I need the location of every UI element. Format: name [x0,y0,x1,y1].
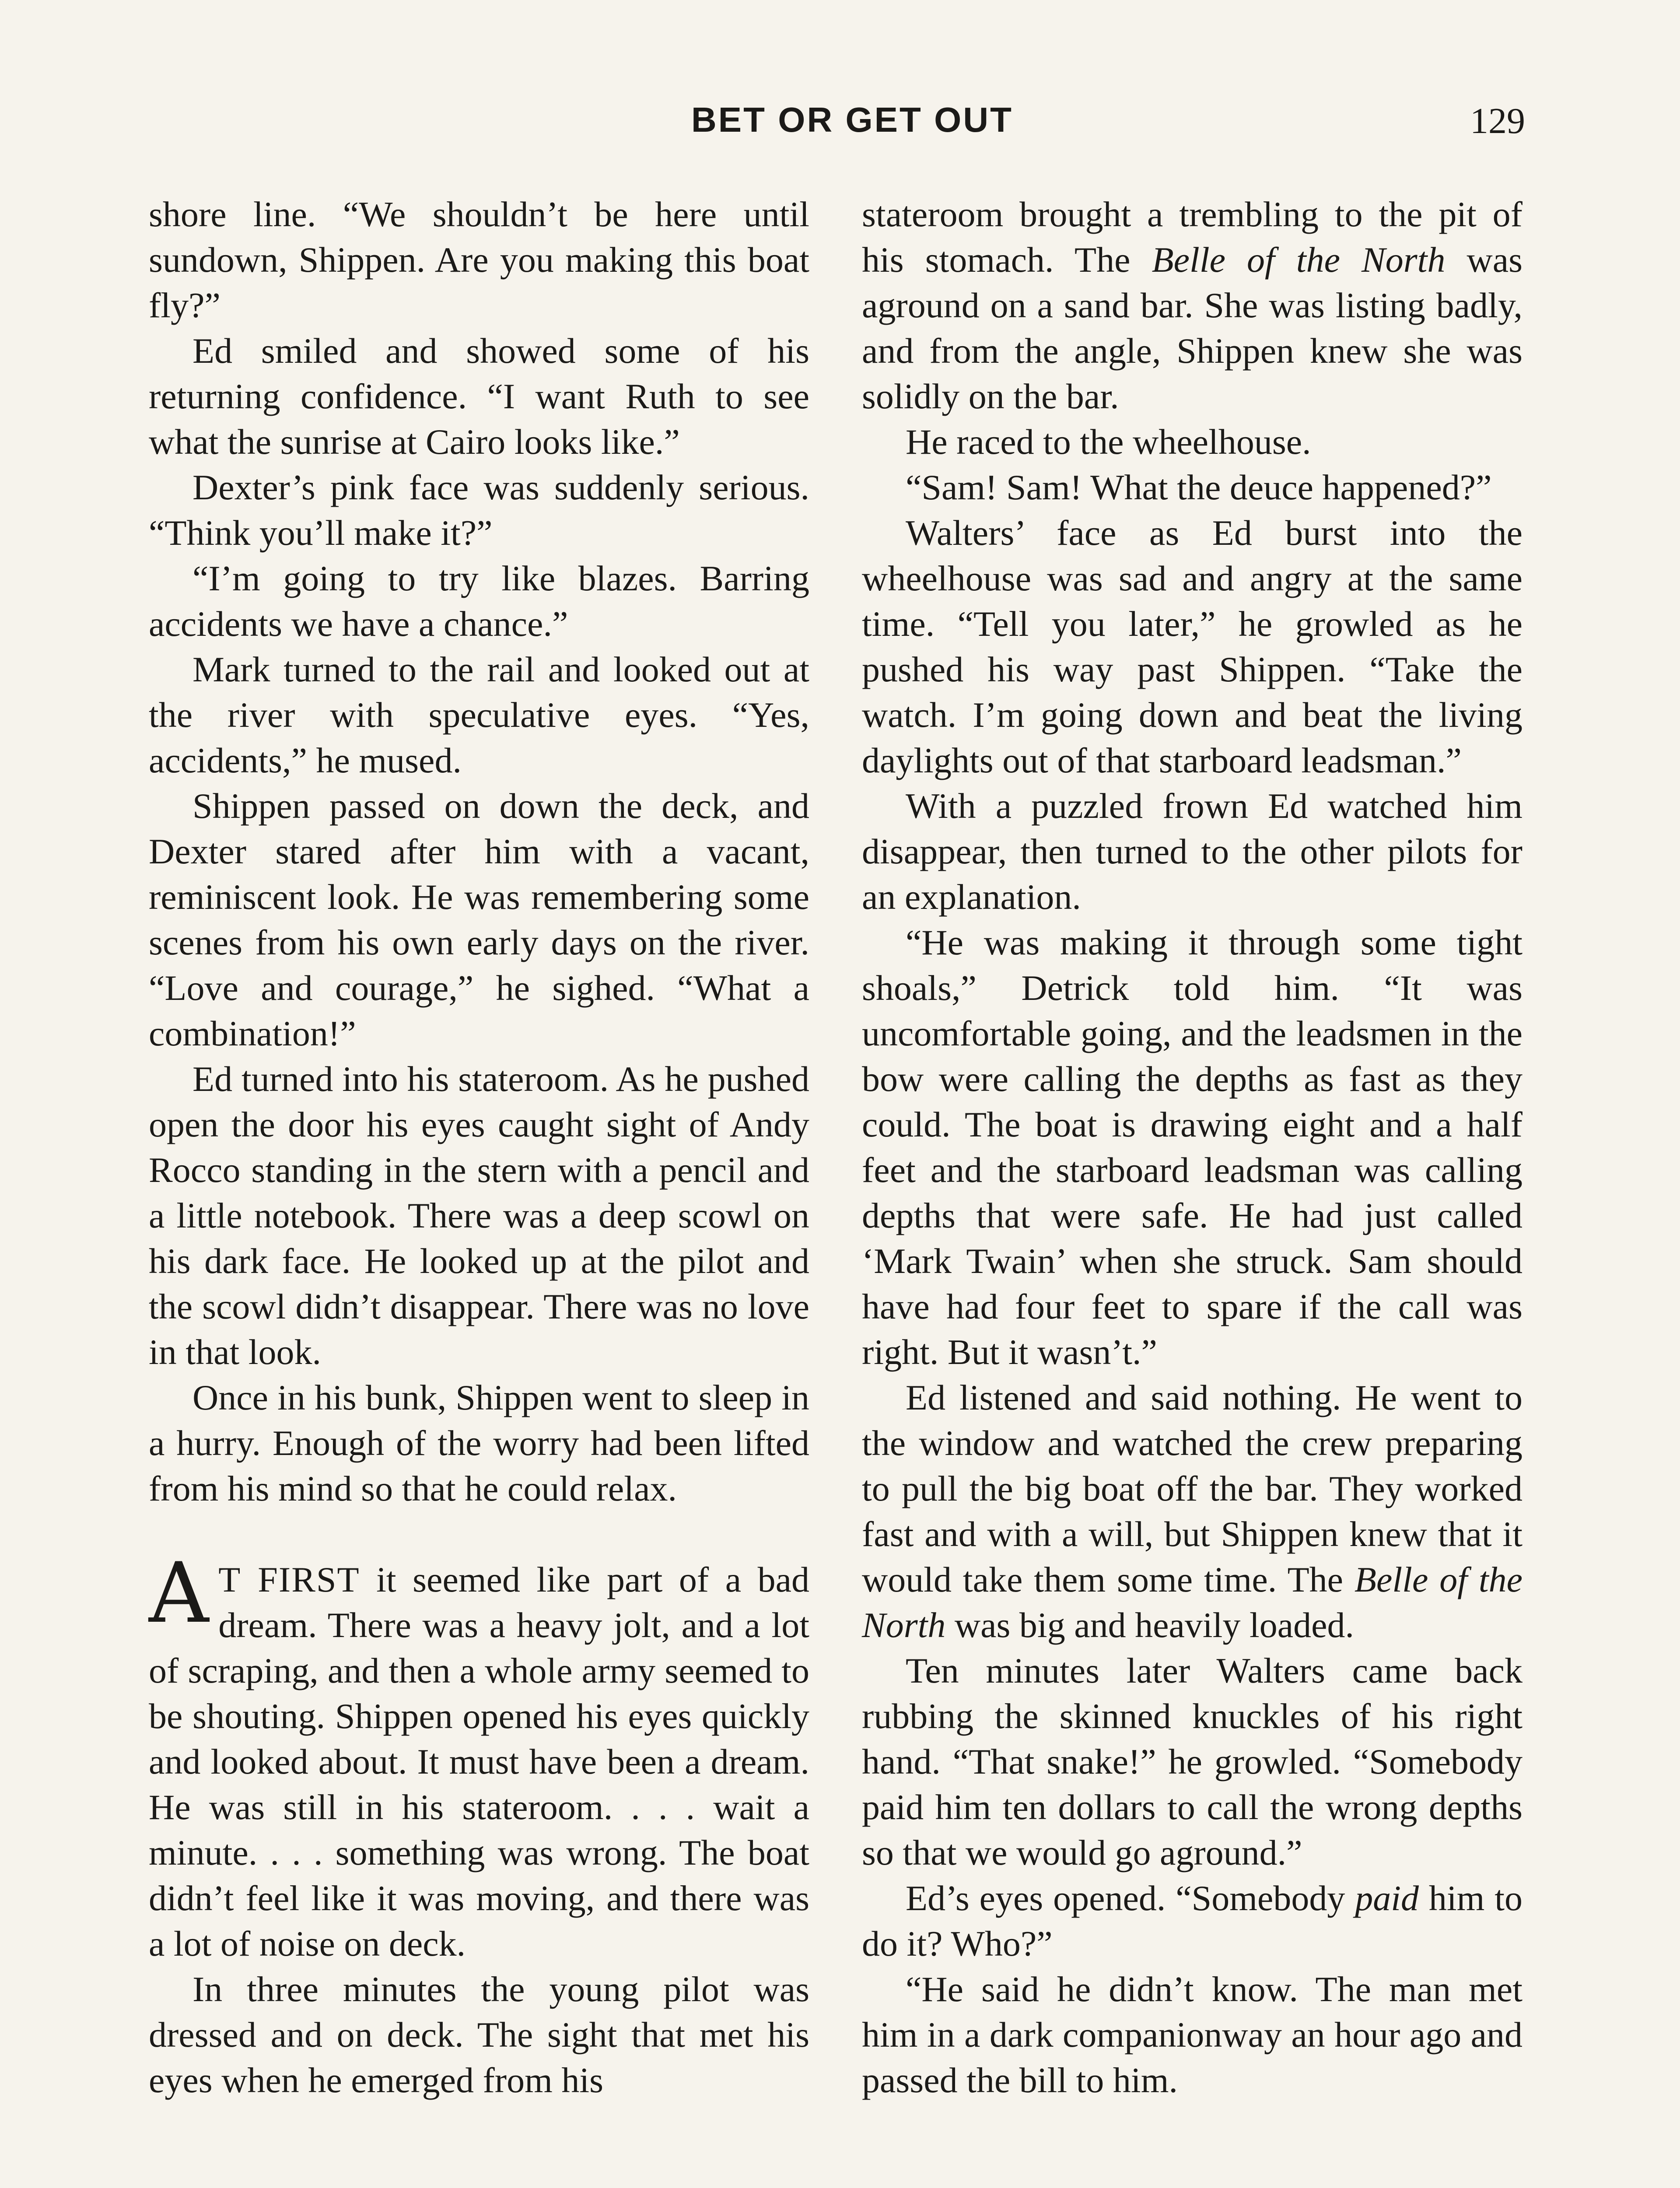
paragraph [862,192,1522,419]
paragraph: Ed turned into his stateroom. As he pushed open the door his eyes caught sight of Andy Rocco standing in the stern with a pencil and a little notebook. There was a deep scowl on his dark face. He looked up at the pilot and the scowl didn’t disappear. There was no love in that look. [149,1059,809,1372]
paragraph: Dexter’s pink face was suddenly serious. “Think you’ll make it?” [149,467,809,553]
paragraph: “I’m going to try like blazes. Barring accidents we have a chance.” [149,558,809,644]
paragraph: “He was making it through some tight shoals,” Detrick told him. “It was uncomfortable going, and the leadsmen in the bow were calling the depths as fast as they could. The boat is drawing eight and a half feet and the starboard leadsman was calling depths that were safe. He had just called ‘Mark Twain’ when she struck. Sam should have had four feet to spare if the call was right. But it wasn’t.” [862,922,1522,1372]
paragraph-text: Ed listened and said nothing. He went to the window and watched the crew preparing to pull the big boat off the bar. They worked fast and with a will, but Shippen knew that it would take them some time. The [862,1378,1522,1599]
paragraph: “He said he didn’t know. The man met him in a dark companionway an hour ago and passed the bill to him. [862,1969,1522,2100]
right-column [862,192,1522,2103]
emphasis: paid [1355,1878,1419,1918]
drop-cap: A [149,1545,209,1641]
page-number: 129 [1470,101,1525,141]
paragraph: Shippen passed on down the deck, and Dexter stared after him with a vacant, reminiscent look. He was remembering some scenes from his own early days on the river. “Love and courage,” he sighed. “What a combination!” [149,786,809,1053]
paragraph-text: Ed’s eyes opened. “Somebody [906,1878,1355,1918]
lead-in: T FIRST [218,1560,360,1599]
boat-name: Belle of the North [1152,240,1446,280]
paragraph: With a puzzled frown Ed watched him disappear, then turned to the other pilots for an explanation. [862,786,1522,917]
section-start-paragraph [149,1545,809,1967]
paragraph: Mark turned to the rail and looked out at the river with speculative eyes. “Yes, accidents,” he mused. [149,649,809,780]
paragraph-text: stateroom brought a trembling to the pit of his stomach. The [862,194,1522,280]
paragraph: Once in his bunk, Shippen went to sleep in a hurry. Enough of the worry had been lifted from his mind so that he could relax. [149,1378,809,1508]
left-column [149,192,809,2103]
paragraph: Ed smiled and showed some of his returning confidence. “I want Ruth to see what the sunrise at Cairo looks like.” [149,331,809,462]
paragraph: He raced to the wheelhouse. [906,422,1311,462]
paragraph: In three minutes the young pilot was dressed and on deck. The sight that met his eyes when he emerged from his [149,1969,809,2100]
paragraph: Walters’ face as Ed burst into the wheelhouse was sad and angry at the same time. “Tell you later,” he growled as he pushed his way past Shippen. “Take the watch. I’m going down and beat the living daylights out of that starboard leadsman.” [862,513,1522,780]
paragraph: shore line. “We shouldn’t be here until sundown, Shippen. Are you making this boat fly?” [149,194,809,325]
running-head: BET OR GET OUT [691,100,1013,139]
paragraph [862,1876,1522,1967]
paragraph: “Sam! Sam! What the deuce happened?” [906,467,1492,507]
paragraph-text: was aground on a sand bar. She was listing badly, and from the angle, Shippen knew she was solidly on the bar. [862,240,1523,416]
paragraph: Ten minutes later Walters came back rubbing the skinned knuckles of his right hand. “That snake!” he growled. “Somebody paid him ten dollars to call the wrong depths so that we would go aground.” [862,1651,1522,1872]
paragraph-text: him to do it? Who?” [862,1878,1522,1964]
paragraph [862,1375,1522,1648]
paragraph-text: it seemed like part of a bad dream. There was a heavy jolt, and a lot of scraping, and then a whole army seemed to be shouting. Shippen opened his eyes quickly and looked about. It must have been a dream. He was still in his stateroom. . . . wait a minute. . . . something was wrong. The boat didn’t feel like it was moving, and there was a lot of noise on deck. [149,1560,809,1964]
paragraph-text: was big and heavily loaded. [945,1605,1354,1645]
boat-name: Belle of the North [862,1560,1522,1645]
